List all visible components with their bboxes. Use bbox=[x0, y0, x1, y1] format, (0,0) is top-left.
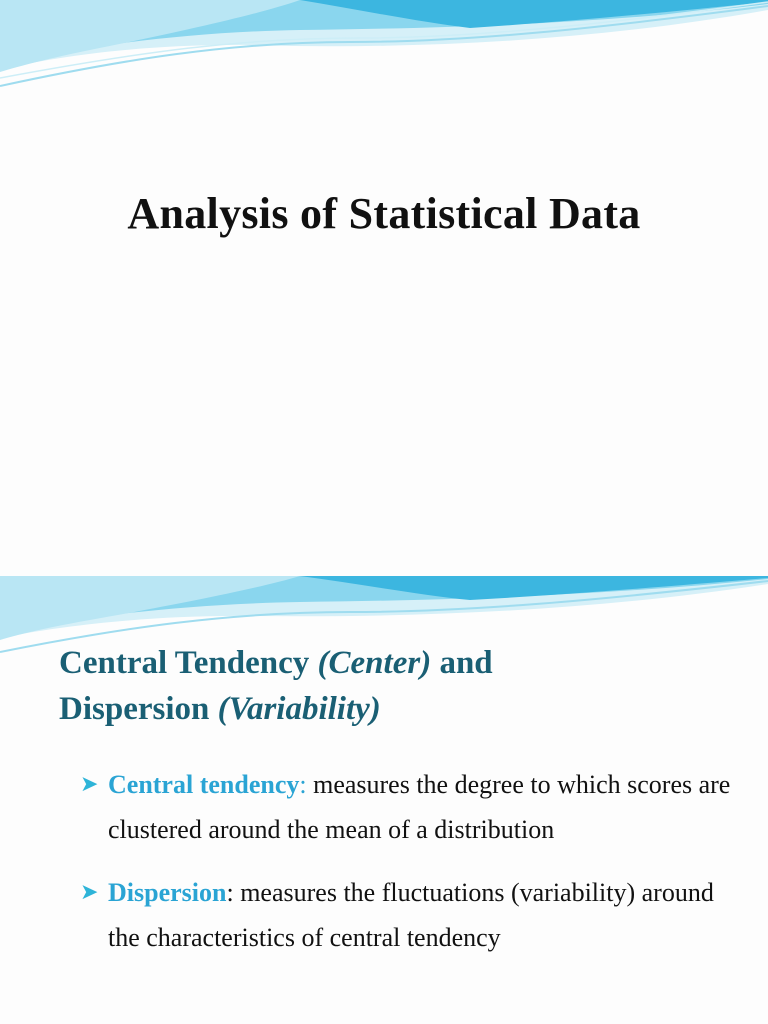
bullet-dispersion bbox=[80, 870, 740, 960]
wave-decoration bbox=[0, 0, 768, 95]
heading-central-tendency: Central Tendency bbox=[59, 645, 318, 681]
term-central-tendency: Central tendency bbox=[108, 770, 300, 799]
heading-center: (Center) bbox=[317, 645, 432, 681]
bullet-central-tendency bbox=[80, 762, 740, 852]
heading-and: and bbox=[431, 645, 493, 681]
heading-variability: (Variability) bbox=[217, 691, 381, 727]
term-separator: : bbox=[299, 770, 307, 799]
slide-title: Analysis of Statistical Data bbox=[127, 189, 641, 238]
bullet-list bbox=[80, 762, 740, 978]
term-separator: : bbox=[226, 878, 234, 907]
arrow-bullet-icon: ➤ bbox=[80, 772, 99, 797]
term-dispersion: Dispersion bbox=[108, 878, 227, 907]
slide-2 bbox=[0, 576, 768, 1024]
definition-central-tendency: measures the degree to which scores are clustered around the mean of a distribution bbox=[108, 770, 731, 844]
arrow-bullet-icon: ➤ bbox=[80, 880, 99, 905]
slide-heading bbox=[59, 640, 739, 732]
definition-dispersion: measures the fluctuations (variability) around the characteristics of central tendency bbox=[108, 878, 714, 952]
heading-dispersion: Dispersion bbox=[59, 691, 218, 727]
